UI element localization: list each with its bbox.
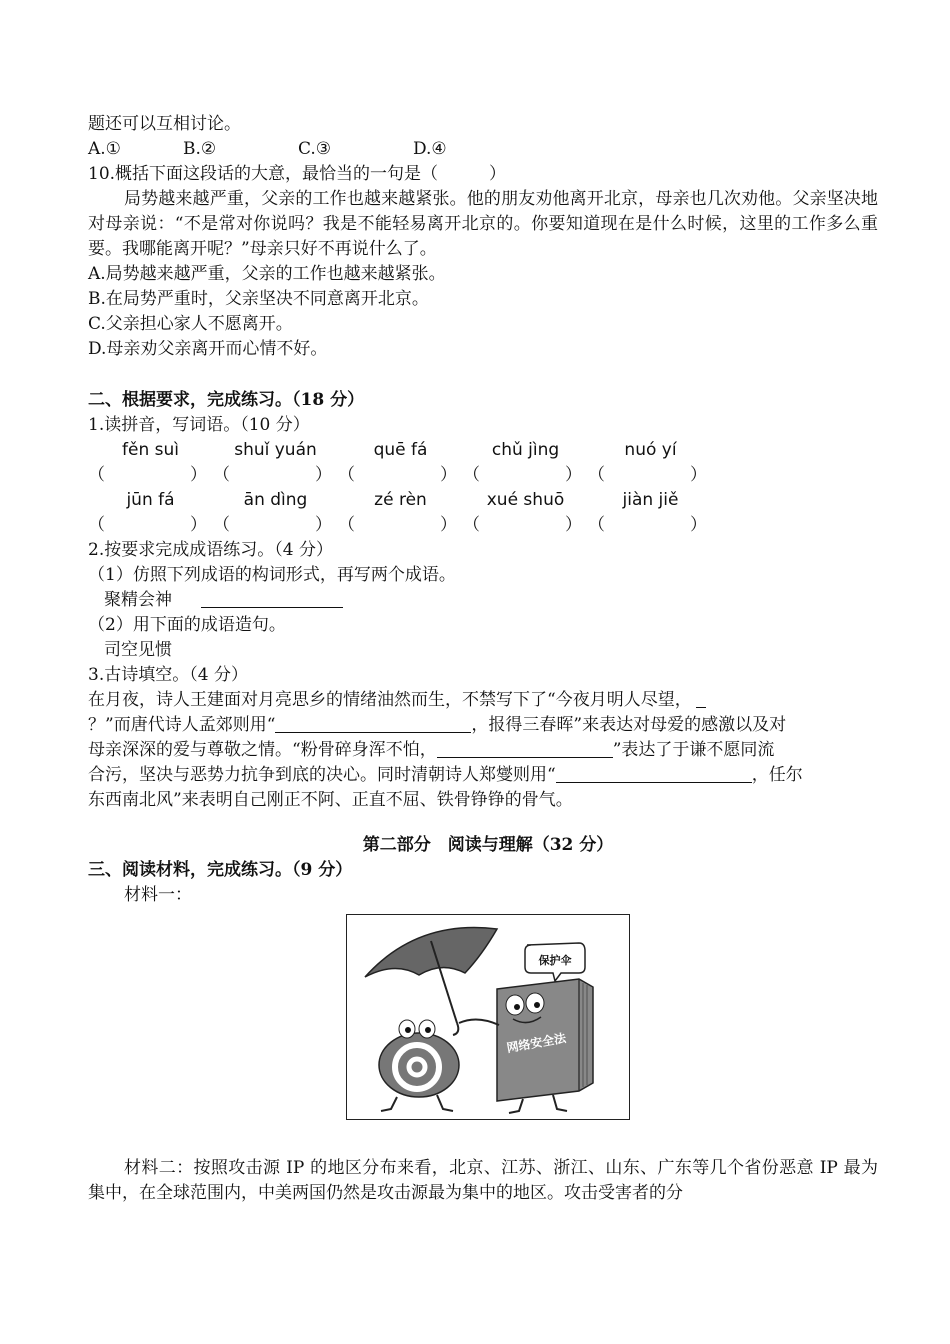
q3-text-5-start: ，任尔 [751, 765, 803, 785]
q10-choice-c: C.父亲担心家人不愿离开。 [88, 314, 293, 334]
q9-options [88, 137, 888, 162]
q3-line-1 [88, 688, 888, 713]
q2-example-idiom: 聚精会神 [104, 590, 172, 610]
q2-idiom: 司空见惯 [104, 640, 172, 660]
pinyin: zé rèn [374, 490, 427, 510]
q3-line-4 [88, 763, 888, 788]
option-d: D.④ [413, 139, 447, 159]
q3-text-4-start: ”表达了于谦不愿同流 [612, 740, 775, 760]
q3-text-1: 在月夜，诗人王建面对月亮思乡的情绪油然而生，不禁写下了“今夜月明人尽望， [88, 690, 692, 710]
q3-line-5: 东西南北风”来表明自己刚正不阿、正直不屈、铁骨铮铮的骨气。 [88, 790, 573, 810]
pinyin: jūn fá [126, 490, 175, 510]
pinyin: shuǐ yuán [234, 440, 317, 460]
option-b: B.② [183, 139, 217, 159]
cartoon-image [346, 914, 630, 1120]
option-c: C.③ [298, 139, 332, 159]
pinyin: quē fá [373, 440, 428, 460]
answer-blank[interactable]: （ ） [213, 515, 332, 535]
q3-text-3-end: 母亲深深的爱与尊敬之情。“粉骨碎身浑不怕， [88, 740, 437, 760]
umbrella-cartoon [347, 915, 629, 1119]
pinyin: fěn suì [122, 440, 179, 460]
q2-sub2: （2）用下面的成语造句。 [88, 615, 286, 635]
pinyin: xué shuō [486, 490, 565, 510]
pinyin-row-2 [88, 488, 888, 513]
answer-blank[interactable]: （ ） [588, 465, 707, 485]
q10-stem: 10.概括下面这段话的大意，最恰当的一句是（ ） [88, 164, 507, 184]
answer-blank[interactable]: （ ） [588, 515, 707, 535]
q10-choice-a: A.局势越来越严重，父亲的工作也越来越紧张。 [88, 264, 446, 284]
pinyin: ān dìng [243, 490, 308, 510]
pinyin: jiàn jiě [622, 490, 679, 510]
answer-blank[interactable]: （ ） [338, 465, 457, 485]
pinyin: chǔ jìng [491, 440, 560, 460]
answer-blank[interactable]: （ ） [338, 515, 457, 535]
answer-blank[interactable]: （ ） [88, 515, 207, 535]
poem-blank-1a[interactable] [696, 689, 706, 708]
bubble-text: 保护伞 [538, 954, 572, 967]
q3-line-2 [88, 713, 888, 738]
answer-blank[interactable]: （ ） [463, 465, 582, 485]
answer-row-1 [88, 463, 888, 488]
poem-blank-3[interactable] [437, 739, 613, 758]
answer-blank[interactable]: （ ） [88, 465, 207, 485]
material-1-label: 材料一： [124, 885, 192, 905]
pinyin: nuó yí [624, 440, 677, 460]
continued-text: 题还可以互相讨论。 [88, 114, 241, 134]
q10-passage: 局势越来越严重，父亲的工作也越来越紧张。他的朋友劝他离开北京，母亲也几次劝他。父亲坚决地对母亲说：“不是常对你说吗？我是不能轻易离开北京的。你要知道现在是什么时候，这里的工作多么重要。我哪能离开呢？”母亲只好不再说什么了。 [88, 189, 878, 259]
q10-choice-b: B.在局势严重时，父亲坚决不同意离开北京。 [88, 289, 429, 309]
q2-example-line [88, 588, 888, 613]
section-3-title: 三、阅读材料，完成练习。（9 分） [88, 860, 353, 880]
poem-blank-2[interactable] [275, 714, 471, 733]
pinyin-row-1 [88, 438, 888, 463]
q1-title: 1.读拼音，写词语。（10 分） [88, 415, 310, 435]
q3-line-3 [88, 738, 888, 763]
answer-row-2 [88, 513, 888, 538]
idiom-answer-blank[interactable] [201, 589, 343, 608]
q2-title: 2.按要求完成成语练习。（4 分） [88, 540, 333, 560]
material-2: 材料二：按照攻击源 IP 的地区分布来看，北京、江苏、浙江、山东、广东等几个省份恶意 IP 最为集中，在全球范围内，中美两国仍然是攻击源最为集中的地区。攻击受害者的分 [88, 1158, 878, 1203]
section-2-title: 二、根据要求，完成练习。（18 分） [88, 390, 365, 410]
book-title: 网络安全法 [505, 1030, 568, 1056]
q2-sub1: （1）仿照下列成语的构词形式，再写两个成语。 [88, 565, 456, 585]
exam-page [88, 112, 888, 1206]
q10-choice-d: D.母亲劝父亲离开而心情不好。 [88, 339, 328, 359]
answer-blank[interactable]: （ ） [463, 515, 582, 535]
answer-blank[interactable]: （ ） [213, 465, 332, 485]
q3-text-4-end: 合污，坚决与恶势力抗争到底的决心。同时清朝诗人郑燮则用“ [88, 765, 556, 785]
poem-blank-4[interactable] [556, 764, 752, 783]
option-a: A.① [88, 139, 121, 159]
q3-text-3-start: ，报得三春晖”来表达对母爱的感激以及对 [471, 715, 787, 735]
q3-title: 3.古诗填空。（4 分） [88, 665, 248, 685]
q3-text-2: ？”而唐代诗人孟郊则用“ [88, 715, 276, 735]
part-2-title: 第二部分 阅读与理解（32 分） [362, 835, 614, 855]
